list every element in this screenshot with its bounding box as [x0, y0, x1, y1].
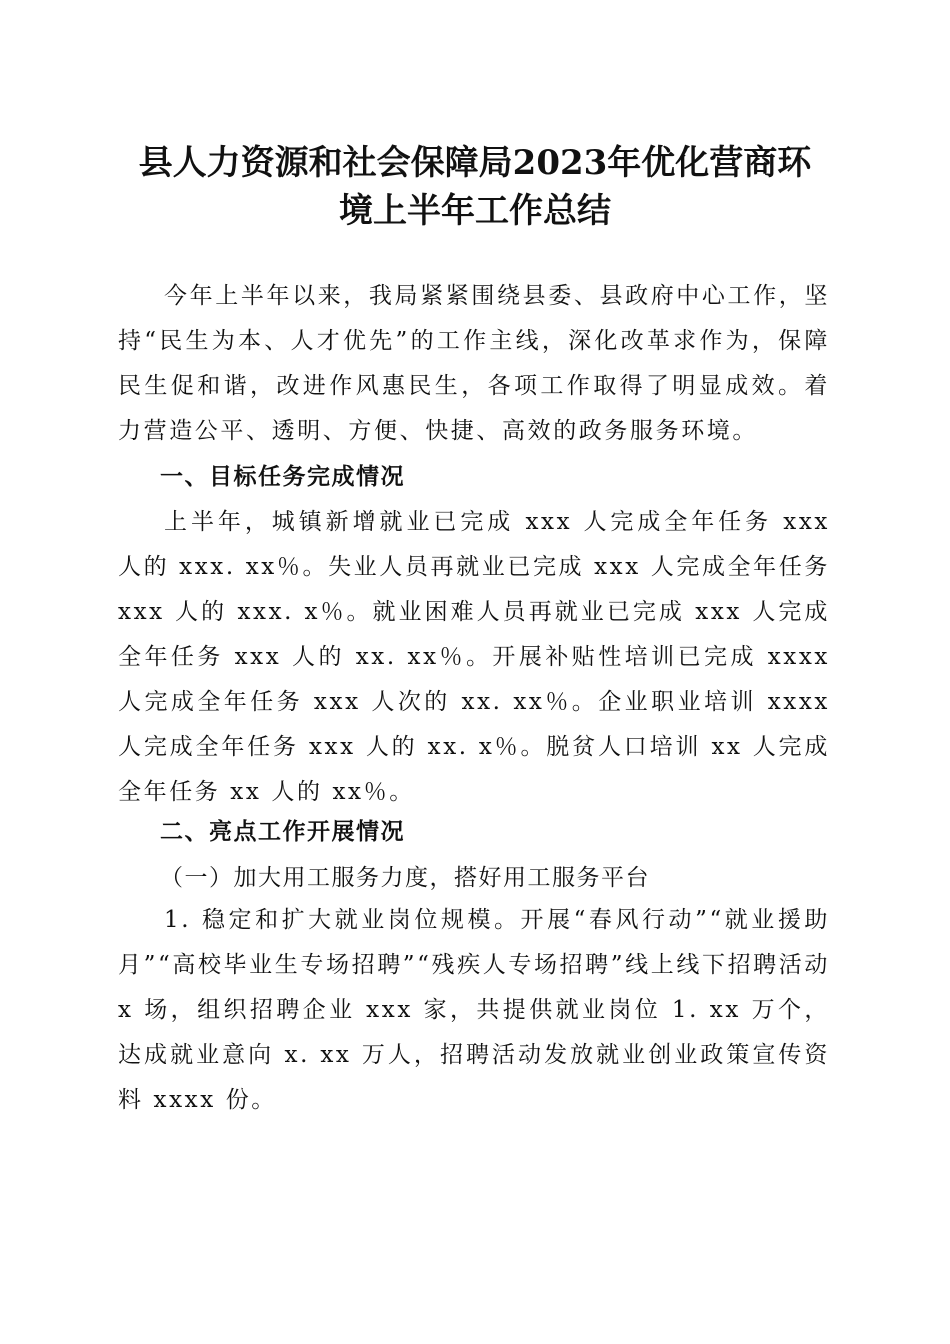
section-1-paragraph: 上半年，城镇新增就业已完成 xxx 人完成全年任务 xxx 人的 xxx. xx％。失业人员再就业已完成 xxx 人完成全年任务 xxx 人的 xxx. x％。就业困难人员再就业已完成 xxx 人完成全年任务 xxx 人的 xx. xx％。开展补贴性培训已完成 xxxx 人完成全年任务 xxx 人次的 xx. xx％。企业职业培训 xxxx 人完成全年任务 xxx 人的 xx. x％。脱贫人口培训 xx 人完成全年任务 xx 人的 xx％。 [118, 509, 830, 805]
title-line-2: 境上半年工作总结 [339, 191, 611, 231]
item-1-paragraph: 1. 稳定和扩大就业岗位规模。开展“春风行动”“就业援助月”“高校毕业生专场招聘”“残疾人专场招聘”线上线下招聘活动 x 场，组织招聘企业 xxx 家，共提供就业岗位 1. xx 万个，达成就业意向 x. xx 万人，招聘活动发放就业创业政策宣传资料 xxxx 份。 [118, 907, 830, 1113]
subsection-1-heading: （一）加大用工服务力度，搭好用工服务平台 [160, 865, 650, 891]
intro-paragraph: 今年上半年以来，我局紧紧围绕县委、县政府中心工作，坚持“民生为本、人才优先”的工作主线，深化改革求作为，保障民生促和谐，改进作风惠民生，各项工作取得了明显成效。着力营造公平、透明、方便、快捷、高效的政务服务环境。 [118, 283, 830, 444]
section-1-heading: 一、目标任务完成情况 [160, 464, 405, 490]
document-title [100, 139, 850, 235]
title-line-1: 县人力资源和社会保障局2023年优化营商环 [138, 143, 812, 183]
section-2-heading: 二、亮点工作开展情况 [160, 819, 405, 845]
